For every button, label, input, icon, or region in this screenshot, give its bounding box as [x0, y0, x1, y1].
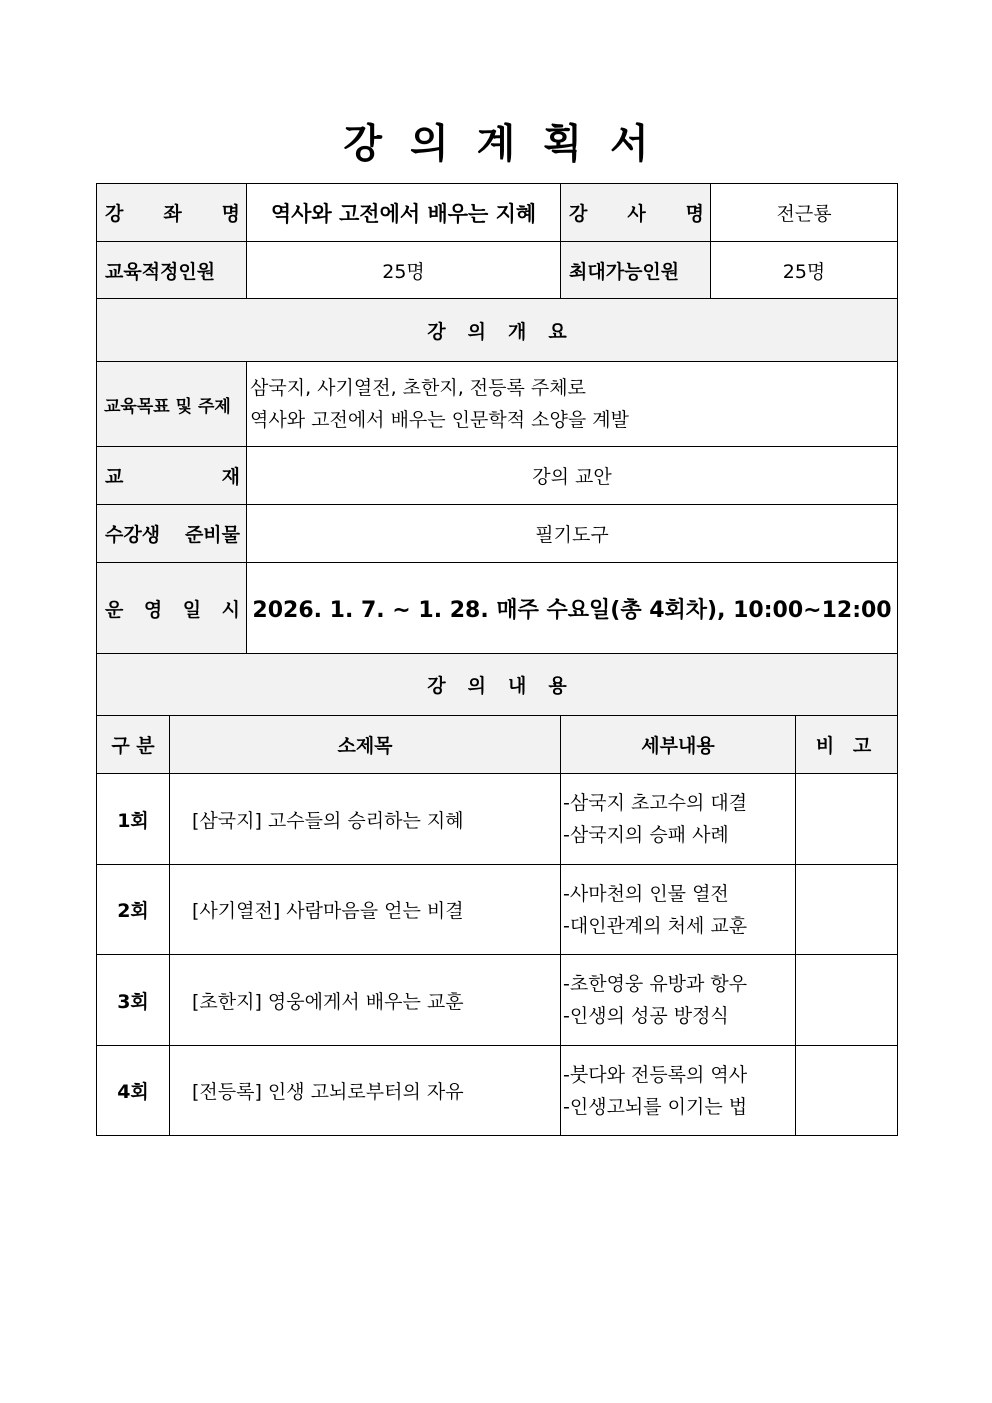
detail-line: -붓다와 전등록의 역사 — [563, 1063, 748, 1086]
goal-label: 교육목표 및 주제 — [97, 362, 247, 447]
detail-line: -인생고뇌를 이기는 법 — [563, 1095, 748, 1118]
session-subtitle: [사기열전] 사람마음을 얻는 비결 — [170, 865, 561, 955]
col-header-session: 구 분 — [97, 716, 170, 774]
lecture-plan-table — [96, 183, 898, 1136]
col-header-note: 비 고 — [796, 716, 898, 774]
goal-line: 삼국지, 사기열전, 초한지, 전등록 주체로 — [250, 377, 586, 399]
session-number: 4회 — [97, 1046, 170, 1136]
document-title: 강의계획서 — [343, 120, 677, 167]
course-name-label: 강 좌 명 — [97, 184, 247, 242]
max-capacity-label: 최대가능인원 — [561, 242, 711, 299]
detail-line: -인생의 성공 방정식 — [563, 1005, 729, 1027]
session-note — [796, 1046, 898, 1136]
session-subtitle: [초한지] 영웅에게서 배우는 교훈 — [170, 955, 561, 1046]
table-row — [97, 955, 898, 1046]
schedule-label: 운 영 일 시 — [97, 563, 247, 654]
schedule-value: 2026. 1. 7. ~ 1. 28. 매주 수요일(총 4회차), 10:00~12:00 — [247, 563, 898, 654]
session-details — [561, 955, 796, 1046]
goal-line: 역사와 고전에서 배우는 인문학적 소양을 계발 — [250, 409, 629, 431]
table-row — [97, 865, 898, 955]
capacity-label: 교육적정인원 — [97, 242, 247, 299]
max-capacity-value: 25명 — [711, 242, 898, 299]
session-details — [561, 774, 796, 865]
col-header-subtitle: 소제목 — [170, 716, 561, 774]
session-number: 2회 — [97, 865, 170, 955]
supplies-value: 필기도구 — [247, 505, 898, 563]
session-note — [796, 955, 898, 1046]
session-number: 1회 — [97, 774, 170, 865]
supplies-label: 수강생 준비물 — [97, 505, 247, 563]
detail-line: -사마천의 인물 열전 — [563, 882, 729, 905]
col-header-details: 세부내용 — [561, 716, 796, 774]
detail-line: -삼국지 초고수의 대결 — [563, 792, 748, 814]
session-subtitle: [전등록] 인생 고뇌로부터의 자유 — [170, 1046, 561, 1136]
session-note — [796, 865, 898, 955]
goal-value — [247, 362, 898, 447]
session-details — [561, 865, 796, 955]
overview-heading: 강의개요 — [97, 299, 898, 362]
session-details — [561, 1046, 796, 1136]
session-subtitle: [삼국지] 고수들의 승리하는 지혜 — [170, 774, 561, 865]
detail-line: -삼국지의 승패 사례 — [563, 824, 729, 846]
table-row — [97, 1046, 898, 1136]
instructor-value: 전근룡 — [711, 184, 898, 242]
capacity-value: 25명 — [247, 242, 561, 299]
textbook-label: 교 재 — [97, 447, 247, 505]
instructor-label: 강 사 명 — [561, 184, 711, 242]
content-heading: 강의내용 — [97, 654, 898, 716]
textbook-value: 강의 교안 — [247, 447, 898, 505]
detail-line: -초한영웅 유방과 항우 — [563, 973, 748, 995]
table-row — [97, 774, 898, 865]
session-number: 3회 — [97, 955, 170, 1046]
detail-line: -대인관계의 처세 교훈 — [563, 914, 748, 937]
course-name-value: 역사와 고전에서 배우는 지혜 — [247, 184, 561, 242]
session-note — [796, 774, 898, 865]
